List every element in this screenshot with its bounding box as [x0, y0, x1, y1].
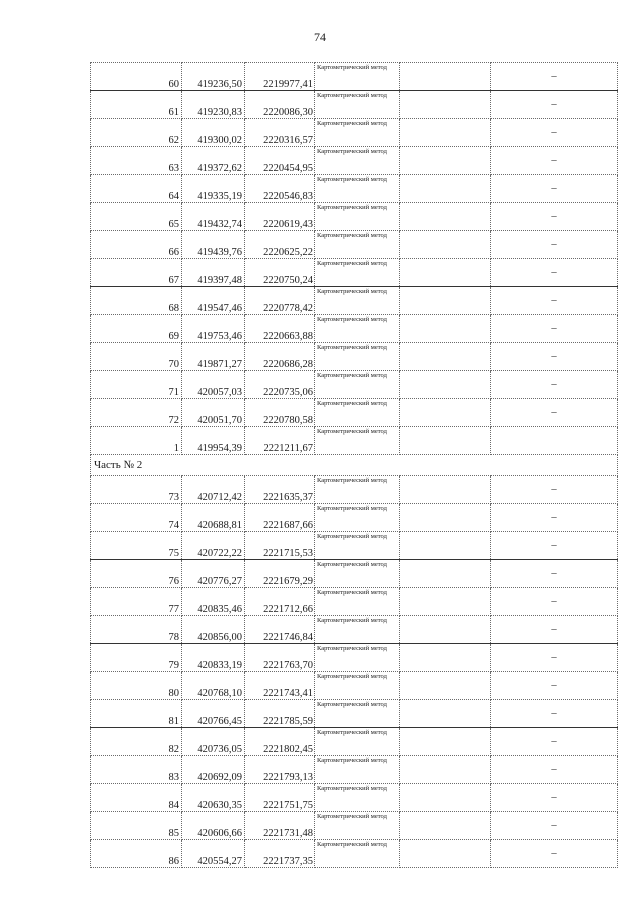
- method-cell: Картометрический метод: [315, 287, 400, 315]
- point-number-cell: 69: [91, 315, 182, 343]
- table-row: [91, 91, 618, 119]
- x-coordinate-cell: 420051,70: [182, 399, 245, 427]
- method-cell: Картометрический метод: [315, 504, 400, 532]
- method-cell: Картометрический метод: [315, 203, 400, 231]
- empty-cell: [400, 287, 491, 315]
- empty-cell: [400, 588, 491, 616]
- y-coordinate-cell: 2221751,75: [245, 784, 315, 812]
- empty-cell: [400, 812, 491, 840]
- empty-cell: [400, 644, 491, 672]
- precision-cell: –: [491, 588, 618, 616]
- precision-cell: –: [491, 728, 618, 756]
- x-coordinate-cell: 420835,46: [182, 588, 245, 616]
- x-coordinate-cell: 419372,62: [182, 147, 245, 175]
- precision-cell: –: [491, 476, 618, 504]
- x-coordinate-cell: 420057,03: [182, 371, 245, 399]
- method-cell: Картометрический метод: [315, 784, 400, 812]
- table-row: [91, 784, 618, 812]
- x-coordinate-cell: 420722,22: [182, 532, 245, 560]
- table-row: [91, 315, 618, 343]
- point-number-cell: 83: [91, 756, 182, 784]
- empty-cell: [400, 560, 491, 588]
- part-row: [91, 455, 618, 476]
- empty-cell: [400, 427, 491, 455]
- point-number-cell: 86: [91, 840, 182, 868]
- x-coordinate-cell: 419439,76: [182, 231, 245, 259]
- empty-cell: [400, 672, 491, 700]
- point-number-cell: 61: [91, 91, 182, 119]
- method-cell: Картометрический метод: [315, 119, 400, 147]
- y-coordinate-cell: 2221743,41: [245, 672, 315, 700]
- table-row: [91, 672, 618, 700]
- precision-cell: –: [491, 203, 618, 231]
- empty-cell: [400, 700, 491, 728]
- precision-cell: –: [491, 672, 618, 700]
- method-cell: Картометрический метод: [315, 259, 400, 287]
- empty-cell: [400, 91, 491, 119]
- x-coordinate-cell: 419547,46: [182, 287, 245, 315]
- y-coordinate-cell: 2220625,22: [245, 231, 315, 259]
- empty-cell: [400, 231, 491, 259]
- table-row: [91, 399, 618, 427]
- precision-cell: –: [491, 840, 618, 868]
- point-number-cell: 67: [91, 259, 182, 287]
- point-number-cell: 84: [91, 784, 182, 812]
- y-coordinate-cell: 2221211,67: [245, 427, 315, 455]
- y-coordinate-cell: 2220086,30: [245, 91, 315, 119]
- y-coordinate-cell: 2221687,66: [245, 504, 315, 532]
- point-number-cell: 79: [91, 644, 182, 672]
- precision-cell: –: [491, 259, 618, 287]
- point-number-cell: 82: [91, 728, 182, 756]
- x-coordinate-cell: 419397,48: [182, 259, 245, 287]
- table-row: [91, 203, 618, 231]
- point-number-cell: 64: [91, 175, 182, 203]
- method-cell: Картометрический метод: [315, 700, 400, 728]
- point-number-cell: 1: [91, 427, 182, 455]
- precision-cell: –: [491, 644, 618, 672]
- y-coordinate-cell: 2220316,57: [245, 119, 315, 147]
- x-coordinate-cell: 420712,42: [182, 476, 245, 504]
- x-coordinate-cell: 419300,02: [182, 119, 245, 147]
- y-coordinate-cell: 2221737,35: [245, 840, 315, 868]
- table-row: [91, 63, 618, 91]
- method-cell: Картометрический метод: [315, 644, 400, 672]
- y-coordinate-cell: 2220619,43: [245, 203, 315, 231]
- y-coordinate-cell: 2221679,29: [245, 560, 315, 588]
- x-coordinate-cell: 419753,46: [182, 315, 245, 343]
- precision-cell: –: [491, 287, 618, 315]
- x-coordinate-cell: 419871,27: [182, 343, 245, 371]
- method-cell: Картометрический метод: [315, 756, 400, 784]
- empty-cell: [400, 147, 491, 175]
- precision-cell: –: [491, 560, 618, 588]
- x-coordinate-cell: 420856,00: [182, 616, 245, 644]
- y-coordinate-cell: 2221746,84: [245, 616, 315, 644]
- method-cell: Картометрический метод: [315, 91, 400, 119]
- table-row: [91, 532, 618, 560]
- method-cell: Картометрический метод: [315, 371, 400, 399]
- point-number-cell: 77: [91, 588, 182, 616]
- table-row: [91, 343, 618, 371]
- precision-cell: –: [491, 700, 618, 728]
- method-cell: Картометрический метод: [315, 231, 400, 259]
- x-coordinate-cell: 420692,09: [182, 756, 245, 784]
- precision-cell: –: [491, 175, 618, 203]
- point-number-cell: 80: [91, 672, 182, 700]
- point-number-cell: 75: [91, 532, 182, 560]
- method-cell: Картометрический метод: [315, 175, 400, 203]
- point-number-cell: 73: [91, 476, 182, 504]
- empty-cell: [400, 784, 491, 812]
- point-number-cell: 71: [91, 371, 182, 399]
- empty-cell: [400, 63, 491, 91]
- precision-cell: –: [491, 371, 618, 399]
- precision-cell: –: [491, 616, 618, 644]
- x-coordinate-cell: 420554,27: [182, 840, 245, 868]
- table-row: [91, 560, 618, 588]
- y-coordinate-cell: 2220750,24: [245, 259, 315, 287]
- y-coordinate-cell: 2220546,83: [245, 175, 315, 203]
- precision-cell: –: [491, 812, 618, 840]
- table-row: [91, 259, 618, 287]
- y-coordinate-cell: 2221712,66: [245, 588, 315, 616]
- method-cell: Картометрический метод: [315, 728, 400, 756]
- method-cell: Картометрический метод: [315, 616, 400, 644]
- empty-cell: [400, 840, 491, 868]
- precision-cell: –: [491, 756, 618, 784]
- empty-cell: [400, 756, 491, 784]
- table-row: [91, 756, 618, 784]
- point-number-cell: 66: [91, 231, 182, 259]
- method-cell: Картометрический метод: [315, 147, 400, 175]
- x-coordinate-cell: 420688,81: [182, 504, 245, 532]
- precision-cell: –: [491, 532, 618, 560]
- part-title: Часть № 2: [91, 455, 618, 476]
- table-row: [91, 812, 618, 840]
- point-number-cell: 63: [91, 147, 182, 175]
- y-coordinate-cell: 2221763,70: [245, 644, 315, 672]
- empty-cell: [400, 728, 491, 756]
- table-row: [91, 644, 618, 672]
- point-number-cell: 74: [91, 504, 182, 532]
- y-coordinate-cell: 2220454,95: [245, 147, 315, 175]
- empty-cell: [400, 315, 491, 343]
- page-number: 74: [314, 30, 326, 44]
- method-cell: Картометрический метод: [315, 427, 400, 455]
- empty-cell: [400, 343, 491, 371]
- method-cell: Картометрический метод: [315, 532, 400, 560]
- precision-cell: –: [491, 315, 618, 343]
- method-cell: Картометрический метод: [315, 63, 400, 91]
- table-row: [91, 728, 618, 756]
- precision-cell: [491, 427, 618, 455]
- method-cell: Картометрический метод: [315, 560, 400, 588]
- empty-cell: [400, 616, 491, 644]
- table-row: [91, 588, 618, 616]
- precision-cell: –: [491, 147, 618, 175]
- empty-cell: [400, 399, 491, 427]
- table-row: [91, 119, 618, 147]
- precision-cell: –: [491, 504, 618, 532]
- y-coordinate-cell: 2220686,28: [245, 343, 315, 371]
- method-cell: Картометрический метод: [315, 672, 400, 700]
- y-coordinate-cell: 2221715,53: [245, 532, 315, 560]
- y-coordinate-cell: 2221785,59: [245, 700, 315, 728]
- table-row: [91, 504, 618, 532]
- point-number-cell: 62: [91, 119, 182, 147]
- table-row: [91, 147, 618, 175]
- table-row: [91, 175, 618, 203]
- point-number-cell: 65: [91, 203, 182, 231]
- table-row: [91, 700, 618, 728]
- empty-cell: [400, 504, 491, 532]
- point-number-cell: 76: [91, 560, 182, 588]
- y-coordinate-cell: 2221731,48: [245, 812, 315, 840]
- table-row: [91, 427, 618, 455]
- y-coordinate-cell: 2220735,06: [245, 371, 315, 399]
- method-cell: Картометрический метод: [315, 588, 400, 616]
- x-coordinate-cell: 420736,05: [182, 728, 245, 756]
- precision-cell: –: [491, 91, 618, 119]
- y-coordinate-cell: 2220780,58: [245, 399, 315, 427]
- y-coordinate-cell: 2221635,37: [245, 476, 315, 504]
- y-coordinate-cell: 2219977,41: [245, 63, 315, 91]
- x-coordinate-cell: 420776,27: [182, 560, 245, 588]
- method-cell: Картометрический метод: [315, 343, 400, 371]
- coordinates-table: [90, 62, 618, 868]
- method-cell: Картометрический метод: [315, 315, 400, 343]
- empty-cell: [400, 532, 491, 560]
- method-cell: Картометрический метод: [315, 476, 400, 504]
- empty-cell: [400, 119, 491, 147]
- precision-cell: –: [491, 119, 618, 147]
- method-cell: Картометрический метод: [315, 840, 400, 868]
- y-coordinate-cell: 2221793,13: [245, 756, 315, 784]
- point-number-cell: 85: [91, 812, 182, 840]
- method-cell: Картометрический метод: [315, 399, 400, 427]
- point-number-cell: 68: [91, 287, 182, 315]
- table-row: [91, 840, 618, 868]
- x-coordinate-cell: 420768,10: [182, 672, 245, 700]
- y-coordinate-cell: 2221802,45: [245, 728, 315, 756]
- table-row: [91, 616, 618, 644]
- x-coordinate-cell: 419230,83: [182, 91, 245, 119]
- precision-cell: –: [491, 784, 618, 812]
- x-coordinate-cell: 420833,19: [182, 644, 245, 672]
- point-number-cell: 70: [91, 343, 182, 371]
- precision-cell: –: [491, 231, 618, 259]
- x-coordinate-cell: 420766,45: [182, 700, 245, 728]
- x-coordinate-cell: 419236,50: [182, 63, 245, 91]
- precision-cell: –: [491, 399, 618, 427]
- x-coordinate-cell: 420606,66: [182, 812, 245, 840]
- empty-cell: [400, 259, 491, 287]
- point-number-cell: 72: [91, 399, 182, 427]
- precision-cell: –: [491, 343, 618, 371]
- x-coordinate-cell: 419335,19: [182, 175, 245, 203]
- point-number-cell: 60: [91, 63, 182, 91]
- coordinates-table-body: [91, 63, 618, 868]
- point-number-cell: 81: [91, 700, 182, 728]
- table-row: [91, 476, 618, 504]
- precision-cell: –: [491, 63, 618, 91]
- empty-cell: [400, 476, 491, 504]
- y-coordinate-cell: 2220778,42: [245, 287, 315, 315]
- y-coordinate-cell: 2220663,88: [245, 315, 315, 343]
- table-row: [91, 371, 618, 399]
- table-row: [91, 231, 618, 259]
- table-row: [91, 287, 618, 315]
- empty-cell: [400, 371, 491, 399]
- method-cell: Картометрический метод: [315, 812, 400, 840]
- empty-cell: [400, 203, 491, 231]
- x-coordinate-cell: 420630,35: [182, 784, 245, 812]
- point-number-cell: 78: [91, 616, 182, 644]
- x-coordinate-cell: 419432,74: [182, 203, 245, 231]
- empty-cell: [400, 175, 491, 203]
- x-coordinate-cell: 419954,39: [182, 427, 245, 455]
